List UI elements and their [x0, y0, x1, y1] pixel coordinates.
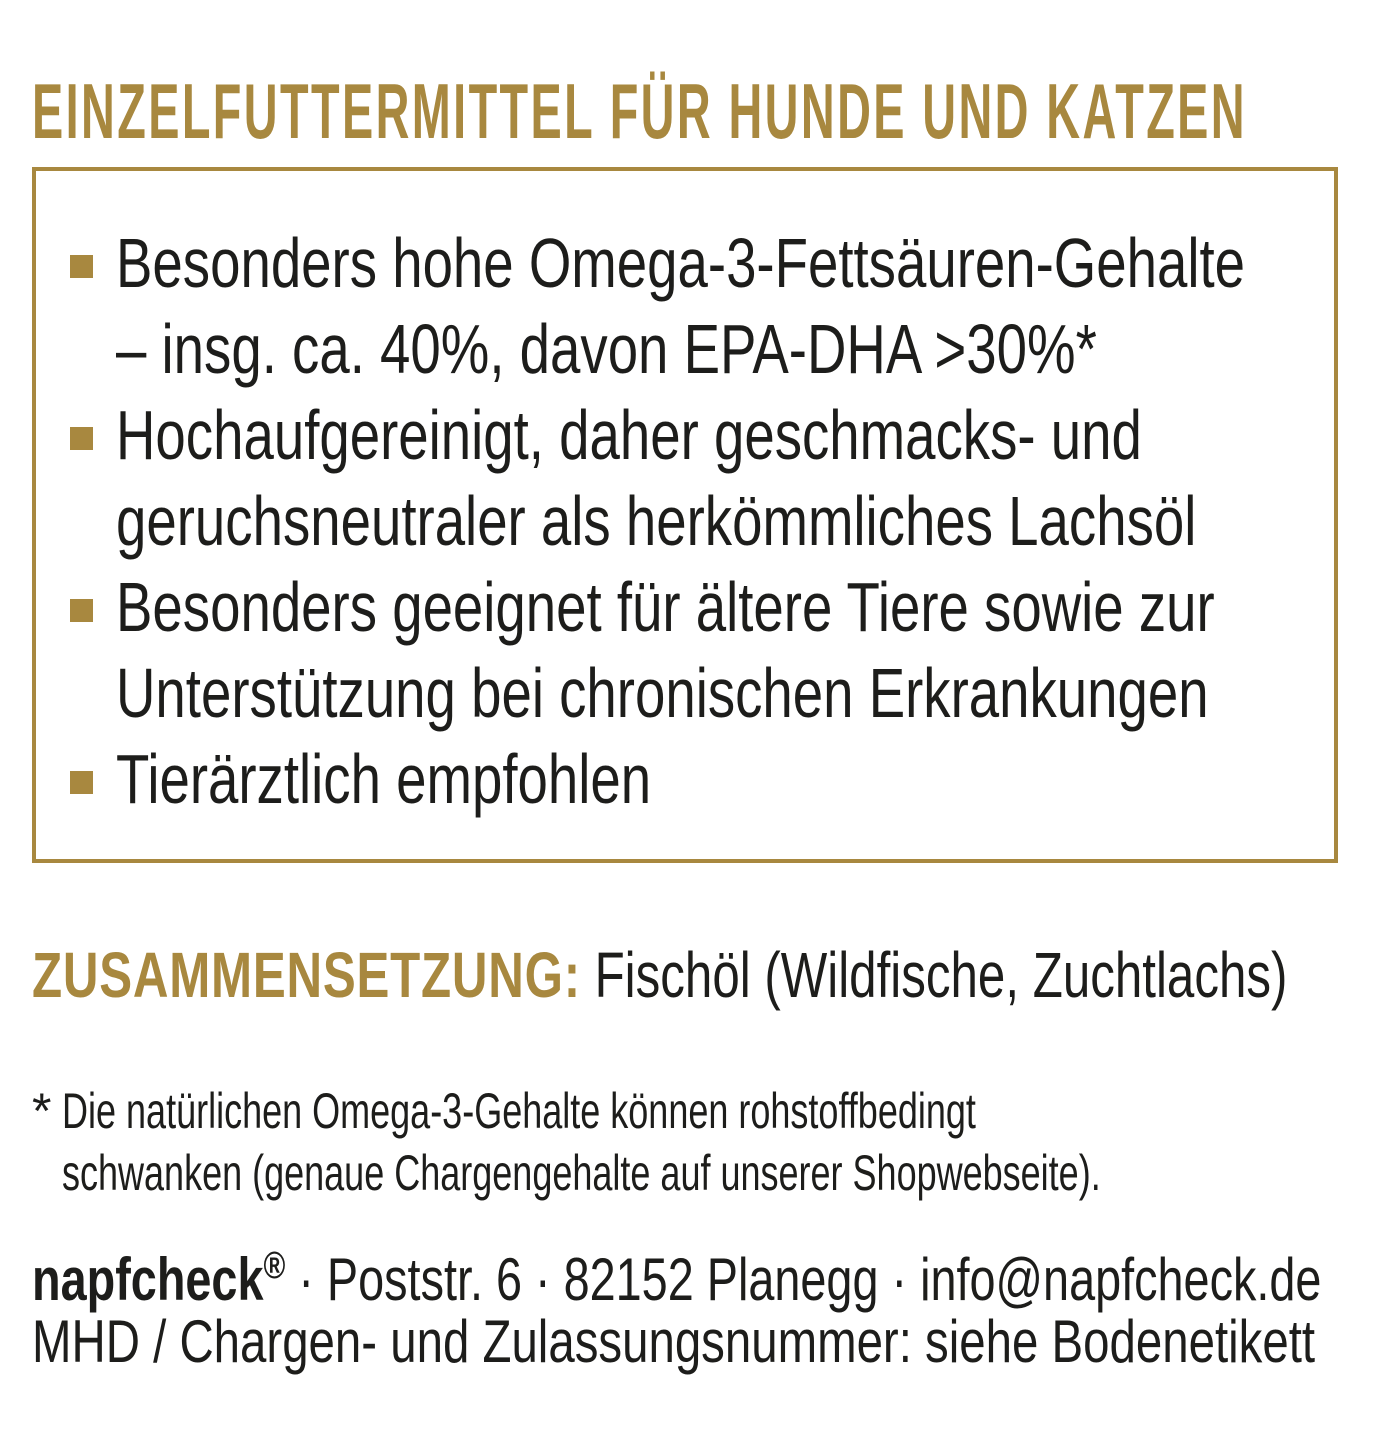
feature-line: Besonders geeignet für ältere Tiere sowie zur [116, 568, 1215, 646]
feature-line: Tierärztlich empfohlen [116, 740, 652, 818]
footnote-line: Die natürlichen Omega-3-Gehalte können rohstoffbedingt [62, 1083, 976, 1139]
composition-label: ZUSAMMENSETZUNG: [32, 939, 581, 1011]
feature-line: – insg. ca. 40%, davon EPA-DHA >30%* [116, 310, 1097, 388]
page-title: EINZELFUTTERMITTEL FÜR HUNDE UND KATZEN [32, 67, 1247, 155]
feature-line: Besonders hohe Omega-3-Fettsäuren-Gehalte [116, 224, 1246, 302]
bullet-square-icon [70, 599, 93, 622]
label-info: MHD / Chargen- und Zulassungsnummer: siehe Bodenetikett [32, 1308, 1316, 1375]
features-box [32, 167, 1338, 863]
feature-line: Unterstützung bei chronischen Erkrankungen [116, 654, 1209, 732]
contact-details: · Poststr. 6 · 82152 Planegg · info@napfcheck.de [285, 1246, 1322, 1313]
registered-mark: ® [263, 1245, 286, 1287]
bullet-square-icon [70, 427, 93, 450]
asterisk-icon: * [32, 1083, 52, 1139]
footnote-line: schwanken (genaue Chargengehalte auf unserer Shopwebseite). [62, 1145, 1101, 1201]
brand-name: napfcheck [32, 1246, 264, 1313]
bullet-square-icon [70, 771, 93, 794]
composition-value: Fischöl (Wildfische, Zuchtlachs) [594, 939, 1288, 1011]
feature-line: Hochaufgereinigt, daher geschmacks- und [116, 396, 1142, 474]
composition [32, 936, 1381, 1014]
feature-line: geruchsneutraler als herkömmliches Lachsöl [116, 482, 1197, 560]
bullet-square-icon [70, 255, 93, 278]
